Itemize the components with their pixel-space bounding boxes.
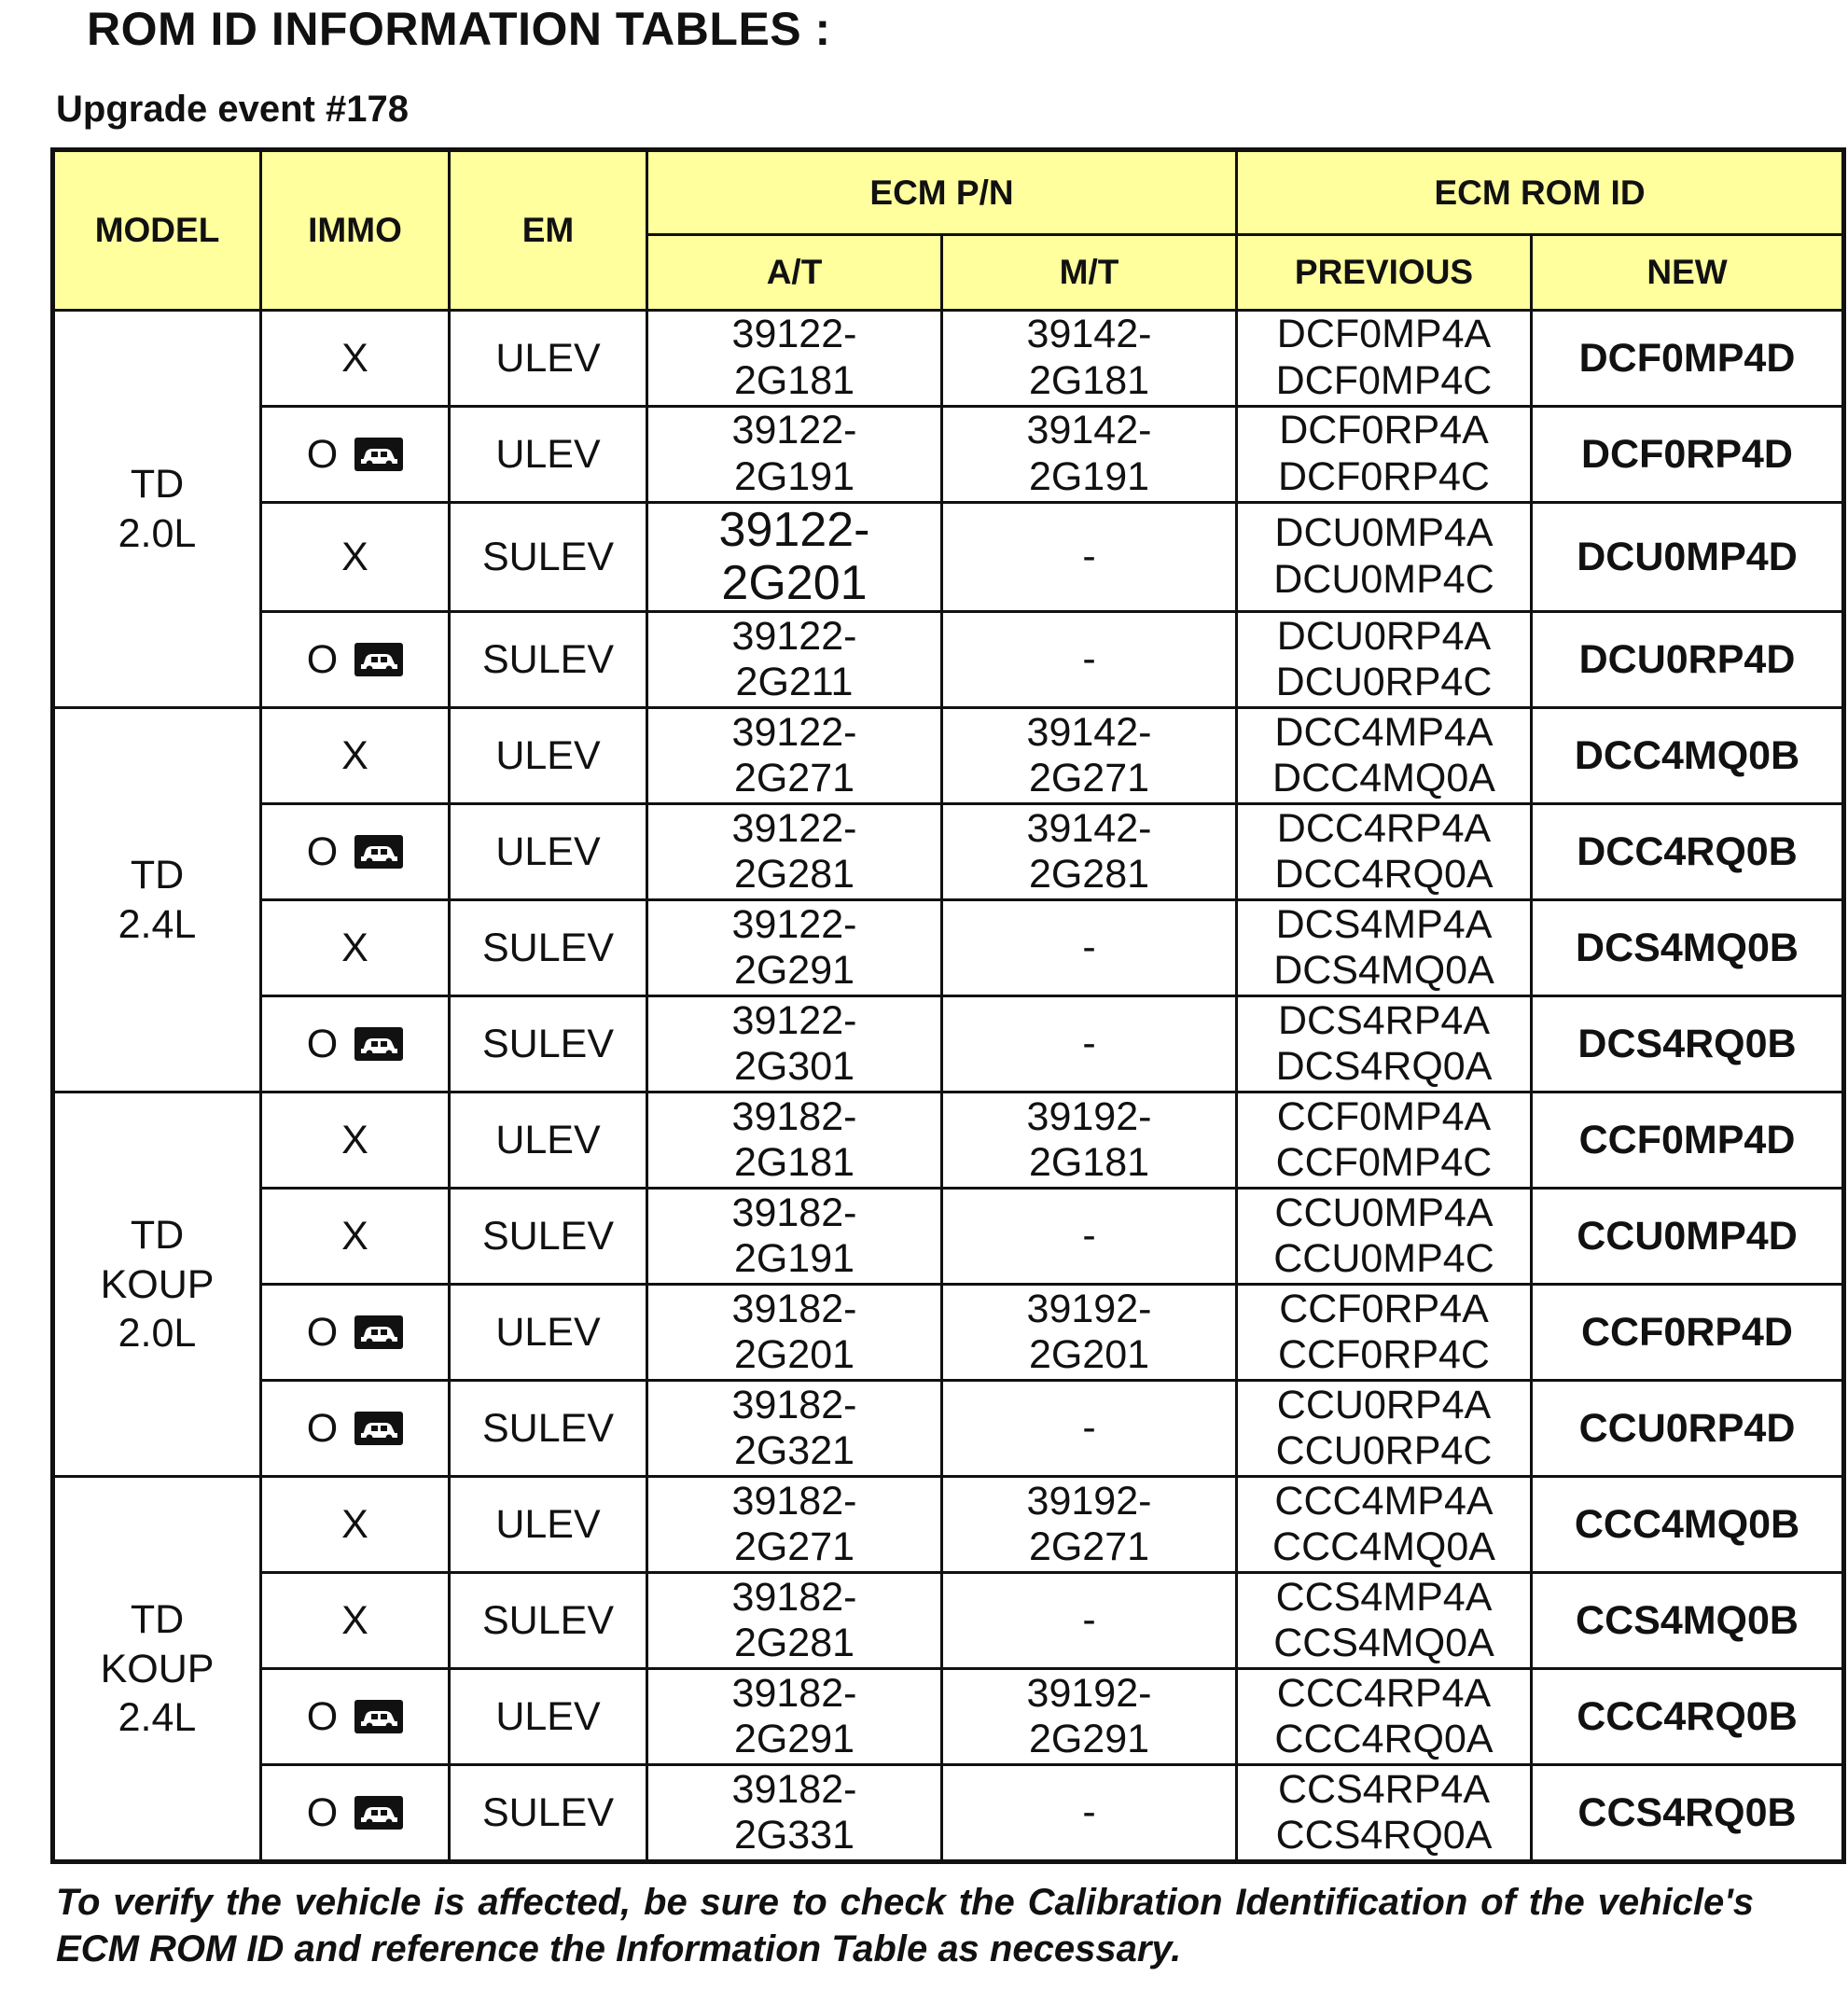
value-line: 39182-: [731, 1190, 857, 1235]
value-line: 2G291: [1028, 1717, 1150, 1762]
value-line: 2G191: [1028, 454, 1150, 499]
value-line: CCS4RP4A: [1277, 1766, 1491, 1812]
mt-part-number-cell: [942, 708, 1237, 804]
value-line: 39122-: [731, 312, 857, 357]
value-line: -: [1082, 1789, 1096, 1835]
at-part-number-cell: [647, 612, 942, 708]
table-row: [53, 1092, 1844, 1189]
em-cell: SULEV: [450, 1381, 647, 1477]
mt-part-number-cell: [942, 1669, 1237, 1765]
value-line: 39192-: [1026, 1670, 1152, 1716]
immo-cell: [261, 311, 450, 407]
mt-part-number-cell: [942, 1477, 1237, 1573]
immobilizer-car-icon: [354, 1315, 403, 1349]
em-cell: SULEV: [450, 900, 647, 996]
previous-rom-id-cell: [1237, 407, 1532, 503]
value-line: DCF0RP4A: [1279, 408, 1489, 453]
immo-mark: O: [306, 431, 339, 477]
value-line: DCF0RP4C: [1278, 454, 1490, 499]
new-rom-id-cell: DCF0MP4D: [1532, 311, 1844, 407]
immo-mark: X: [341, 1597, 368, 1643]
previous-rom-id-cell: [1237, 1477, 1532, 1573]
previous-rom-id-cell: [1237, 1381, 1532, 1477]
header-model: MODEL: [53, 150, 261, 311]
value-line: 2G271: [1028, 1524, 1150, 1570]
new-rom-id-cell: CCS4RQ0B: [1532, 1765, 1844, 1862]
at-part-number-cell: [647, 1573, 942, 1669]
new-rom-id-cell: CCC4RQ0B: [1532, 1669, 1844, 1765]
immo-cell: [261, 1573, 450, 1669]
value-line: DCF0MP4A: [1276, 312, 1492, 357]
table-row: [53, 1669, 1844, 1765]
immo-cell: [261, 996, 450, 1092]
value-line: 39142-: [1026, 312, 1152, 357]
new-rom-id-cell: CCF0RP4D: [1532, 1285, 1844, 1381]
immo-cell: [261, 804, 450, 900]
value-line: CCC4MQ0A: [1272, 1524, 1495, 1570]
value-line: -: [1082, 534, 1096, 579]
at-part-number-cell: [647, 804, 942, 900]
model-cell: [53, 1477, 261, 1862]
immobilizer-car-icon: [354, 1796, 403, 1830]
immo-cell: [261, 503, 450, 612]
value-line: 2G211: [735, 660, 854, 705]
value-line: 39122-: [731, 709, 857, 755]
table-body: [53, 311, 1844, 1862]
immo-cell: [261, 708, 450, 804]
new-rom-id-cell: DCC4MQ0B: [1532, 708, 1844, 804]
value-line: 2G291: [733, 1717, 855, 1762]
table-row: [53, 804, 1844, 900]
table-row: [53, 1573, 1844, 1669]
value-line: 2G281: [1028, 852, 1150, 898]
mt-part-number-cell: [942, 1765, 1237, 1862]
mt-part-number-cell: [942, 311, 1237, 407]
model-cell: [53, 1092, 261, 1477]
value-line: DCF0MP4C: [1275, 358, 1493, 403]
value-line: 39122-: [731, 613, 857, 659]
table-row: [53, 407, 1844, 503]
immo-cell: [261, 1765, 450, 1862]
new-rom-id-cell: CCF0MP4D: [1532, 1092, 1844, 1189]
previous-rom-id-cell: [1237, 1189, 1532, 1285]
new-rom-id-cell: DCU0MP4D: [1532, 503, 1844, 612]
value-line: 39122-: [731, 805, 857, 851]
value-line: -: [1082, 1405, 1096, 1451]
mt-part-number-cell: [942, 1189, 1237, 1285]
immo-mark: O: [306, 1693, 339, 1739]
value-line: CCU0MP4C: [1273, 1236, 1494, 1282]
immo-mark: X: [341, 534, 368, 579]
verification-note: To verify the vehicle is affected, be sure to check the Calibration Identification of the vehicle's ECM ROM ID and reference the Information Table as necessary.: [56, 1882, 1754, 1969]
em-cell: ULEV: [450, 407, 647, 503]
header-previous: PREVIOUS: [1237, 235, 1532, 311]
at-part-number-cell: [647, 708, 942, 804]
at-part-number-cell: [647, 311, 942, 407]
value-line: 39182-: [731, 1766, 857, 1812]
immo-mark: X: [341, 732, 368, 778]
value-line: 39122-: [731, 901, 857, 947]
value-line: CCF0RP4C: [1278, 1332, 1490, 1378]
value-line: 39122-: [731, 408, 857, 453]
table-row: [53, 1765, 1844, 1862]
page-title: ROM ID INFORMATION TABLES :: [87, 3, 831, 55]
previous-rom-id-cell: [1237, 1765, 1532, 1862]
value-line: KOUP: [100, 1646, 215, 1691]
value-line: DCS4RQ0A: [1275, 1044, 1493, 1090]
header-ecm-rom-id: ECM ROM ID: [1237, 150, 1844, 235]
value-line: CCF0RP4A: [1279, 1286, 1489, 1331]
header-immo: IMMO: [261, 150, 450, 311]
mt-part-number-cell: [942, 1573, 1237, 1669]
em-cell: SULEV: [450, 503, 647, 612]
immobilizer-car-icon: [354, 1700, 403, 1733]
immo-cell: [261, 1381, 450, 1477]
at-part-number-cell: [647, 900, 942, 996]
at-part-number-cell: [647, 1092, 942, 1189]
value-line: 2G271: [1028, 756, 1150, 801]
table-row: [53, 1477, 1844, 1573]
header-at: A/T: [647, 235, 942, 311]
previous-rom-id-cell: [1237, 1092, 1532, 1189]
mt-part-number-cell: [942, 407, 1237, 503]
value-line: 39182-: [731, 1670, 857, 1716]
em-cell: ULEV: [450, 708, 647, 804]
table-row: [53, 1285, 1844, 1381]
value-line: TD: [130, 1597, 185, 1643]
value-line: 2G281: [733, 1621, 855, 1666]
value-line: 2G201: [1028, 1332, 1150, 1378]
value-line: 2G181: [733, 358, 855, 403]
value-line: CCS4RQ0A: [1275, 1813, 1493, 1858]
table-row: [53, 708, 1844, 804]
value-line: 2G301: [733, 1044, 855, 1090]
value-line: 2.4L: [118, 901, 197, 947]
immo-mark: X: [341, 335, 368, 381]
value-line: 39192-: [1026, 1093, 1152, 1139]
value-line: -: [1082, 1021, 1096, 1066]
previous-rom-id-cell: [1237, 996, 1532, 1092]
value-line: DCU0MP4C: [1273, 557, 1494, 603]
value-line: 2G281: [733, 852, 855, 898]
value-line: CCU0RP4A: [1276, 1382, 1492, 1427]
value-line: DCS4MQ0A: [1273, 948, 1494, 994]
previous-rom-id-cell: [1237, 612, 1532, 708]
value-line: DCU0RP4A: [1276, 613, 1492, 659]
immobilizer-car-icon: [354, 835, 403, 869]
immo-cell: [261, 407, 450, 503]
value-line: 2.4L: [118, 1695, 197, 1741]
value-line: -: [1082, 1213, 1096, 1259]
header-em: EM: [450, 150, 647, 311]
previous-rom-id-cell: [1237, 708, 1532, 804]
new-rom-id-cell: DCS4RQ0B: [1532, 996, 1844, 1092]
value-line: DCS4RP4A: [1277, 997, 1491, 1043]
value-line: 39182-: [731, 1382, 857, 1427]
value-line: DCC4MQ0A: [1272, 756, 1495, 801]
em-cell: ULEV: [450, 1477, 647, 1573]
mt-part-number-cell: [942, 996, 1237, 1092]
value-line: CCS4MP4A: [1275, 1574, 1493, 1620]
value-line: TD: [130, 1213, 185, 1259]
value-line: DCC4RQ0A: [1274, 852, 1494, 898]
value-line: CCC4RP4A: [1276, 1670, 1492, 1716]
at-part-number-cell: [647, 503, 942, 612]
em-cell: ULEV: [450, 1285, 647, 1381]
value-line: 2G181: [1028, 358, 1150, 403]
table-row: [53, 612, 1844, 708]
value-line: 2G201: [721, 556, 868, 611]
previous-rom-id-cell: [1237, 804, 1532, 900]
value-line: 39142-: [1026, 805, 1152, 851]
immo-cell: [261, 1477, 450, 1573]
immo-cell: [261, 1092, 450, 1189]
table-row: [53, 311, 1844, 407]
value-line: DCC4RP4A: [1276, 805, 1492, 851]
value-line: 39142-: [1026, 709, 1152, 755]
value-line: -: [1082, 636, 1096, 682]
mt-part-number-cell: [942, 1285, 1237, 1381]
previous-rom-id-cell: [1237, 900, 1532, 996]
value-line: CCC4MP4A: [1274, 1478, 1494, 1524]
table-row: [53, 503, 1844, 612]
new-rom-id-cell: DCF0RP4D: [1532, 407, 1844, 503]
value-line: 2G191: [733, 1236, 855, 1282]
at-part-number-cell: [647, 1669, 942, 1765]
new-rom-id-cell: DCC4RQ0B: [1532, 804, 1844, 900]
value-line: 2G181: [733, 1140, 855, 1186]
value-line: CCU0MP4A: [1274, 1190, 1494, 1235]
model-cell: [53, 311, 261, 708]
em-cell: ULEV: [450, 311, 647, 407]
value-line: 2G321: [733, 1428, 855, 1474]
value-line: 39122-: [718, 503, 870, 557]
mt-part-number-cell: [942, 612, 1237, 708]
value-line: TD: [130, 462, 185, 508]
immo-mark: X: [341, 1117, 368, 1162]
new-rom-id-cell: CCS4MQ0B: [1532, 1573, 1844, 1669]
value-line: -: [1082, 1597, 1096, 1643]
immo-mark: X: [341, 1501, 368, 1547]
value-line: 2G181: [1028, 1140, 1150, 1186]
immo-mark: X: [341, 925, 368, 970]
new-rom-id-cell: CCU0RP4D: [1532, 1381, 1844, 1477]
immo-mark: O: [306, 1405, 339, 1451]
mt-part-number-cell: [942, 804, 1237, 900]
new-rom-id-cell: DCU0RP4D: [1532, 612, 1844, 708]
value-line: 39182-: [731, 1574, 857, 1620]
at-part-number-cell: [647, 996, 942, 1092]
value-line: CCF0MP4C: [1275, 1140, 1493, 1186]
immo-mark: O: [306, 1789, 339, 1835]
previous-rom-id-cell: [1237, 1573, 1532, 1669]
immobilizer-car-icon: [354, 643, 403, 676]
value-line: DCU0MP4A: [1274, 510, 1494, 556]
mt-part-number-cell: [942, 503, 1237, 612]
previous-rom-id-cell: [1237, 1669, 1532, 1765]
value-line: TD: [130, 853, 185, 898]
immobilizer-car-icon: [354, 1412, 403, 1445]
table-row: [53, 900, 1844, 996]
previous-rom-id-cell: [1237, 311, 1532, 407]
value-line: 2.0L: [118, 1311, 197, 1357]
immo-cell: [261, 1669, 450, 1765]
previous-rom-id-cell: [1237, 1285, 1532, 1381]
em-cell: SULEV: [450, 1189, 647, 1285]
mt-part-number-cell: [942, 1381, 1237, 1477]
em-cell: SULEV: [450, 1765, 647, 1862]
header-ecm-pn: ECM P/N: [647, 150, 1237, 235]
em-cell: ULEV: [450, 1669, 647, 1765]
mt-part-number-cell: [942, 900, 1237, 996]
value-line: 2G331: [733, 1813, 855, 1858]
value-line: 39142-: [1026, 408, 1152, 453]
value-line: KOUP: [100, 1261, 215, 1307]
new-rom-id-cell: DCS4MQ0B: [1532, 900, 1844, 996]
at-part-number-cell: [647, 1285, 942, 1381]
value-line: 39182-: [731, 1286, 857, 1331]
value-line: 2G271: [733, 756, 855, 801]
immo-mark: X: [341, 1213, 368, 1259]
table-row: [53, 1381, 1844, 1477]
immo-mark: O: [306, 828, 339, 874]
em-cell: ULEV: [450, 804, 647, 900]
immo-cell: [261, 1189, 450, 1285]
header-new: NEW: [1532, 235, 1844, 311]
previous-rom-id-cell: [1237, 503, 1532, 612]
table-row: [53, 1189, 1844, 1285]
new-rom-id-cell: CCU0MP4D: [1532, 1189, 1844, 1285]
at-part-number-cell: [647, 407, 942, 503]
at-part-number-cell: [647, 1477, 942, 1573]
value-line: 2G201: [733, 1332, 855, 1378]
em-cell: SULEV: [450, 612, 647, 708]
immo-mark: O: [306, 1309, 339, 1355]
value-line: 2G271: [733, 1524, 855, 1570]
value-line: DCU0RP4C: [1275, 660, 1493, 705]
immo-cell: [261, 1285, 450, 1381]
value-line: 39182-: [731, 1093, 857, 1139]
header-mt: M/T: [942, 235, 1237, 311]
at-part-number-cell: [647, 1381, 942, 1477]
rom-id-table: [50, 147, 1846, 1864]
value-line: CCS4MQ0A: [1273, 1621, 1494, 1666]
immobilizer-car-icon: [354, 1027, 403, 1061]
em-cell: SULEV: [450, 996, 647, 1092]
value-line: 2G291: [733, 948, 855, 994]
value-line: DCS4MP4A: [1275, 901, 1493, 947]
new-rom-id-cell: CCC4MQ0B: [1532, 1477, 1844, 1573]
value-line: 39122-: [731, 997, 857, 1043]
value-line: CCF0MP4A: [1276, 1093, 1492, 1139]
value-line: 2G191: [733, 454, 855, 499]
upgrade-event-subtitle: Upgrade event #178: [56, 89, 409, 130]
value-line: -: [1082, 925, 1096, 970]
value-line: 2.0L: [118, 510, 197, 556]
value-line: CCU0RP4C: [1275, 1428, 1493, 1474]
value-line: 39192-: [1026, 1478, 1152, 1524]
value-line: 39192-: [1026, 1286, 1152, 1331]
immo-cell: [261, 900, 450, 996]
mt-part-number-cell: [942, 1092, 1237, 1189]
immo-mark: O: [306, 636, 339, 682]
value-line: 39182-: [731, 1478, 857, 1524]
at-part-number-cell: [647, 1765, 942, 1862]
value-line: DCC4MP4A: [1274, 709, 1494, 755]
immobilizer-car-icon: [354, 438, 403, 471]
em-cell: SULEV: [450, 1573, 647, 1669]
model-cell: [53, 708, 261, 1092]
em-cell: ULEV: [450, 1092, 647, 1189]
immo-cell: [261, 612, 450, 708]
immo-mark: O: [306, 1021, 339, 1066]
value-line: CCC4RQ0A: [1274, 1717, 1494, 1762]
at-part-number-cell: [647, 1189, 942, 1285]
table-row: [53, 996, 1844, 1092]
